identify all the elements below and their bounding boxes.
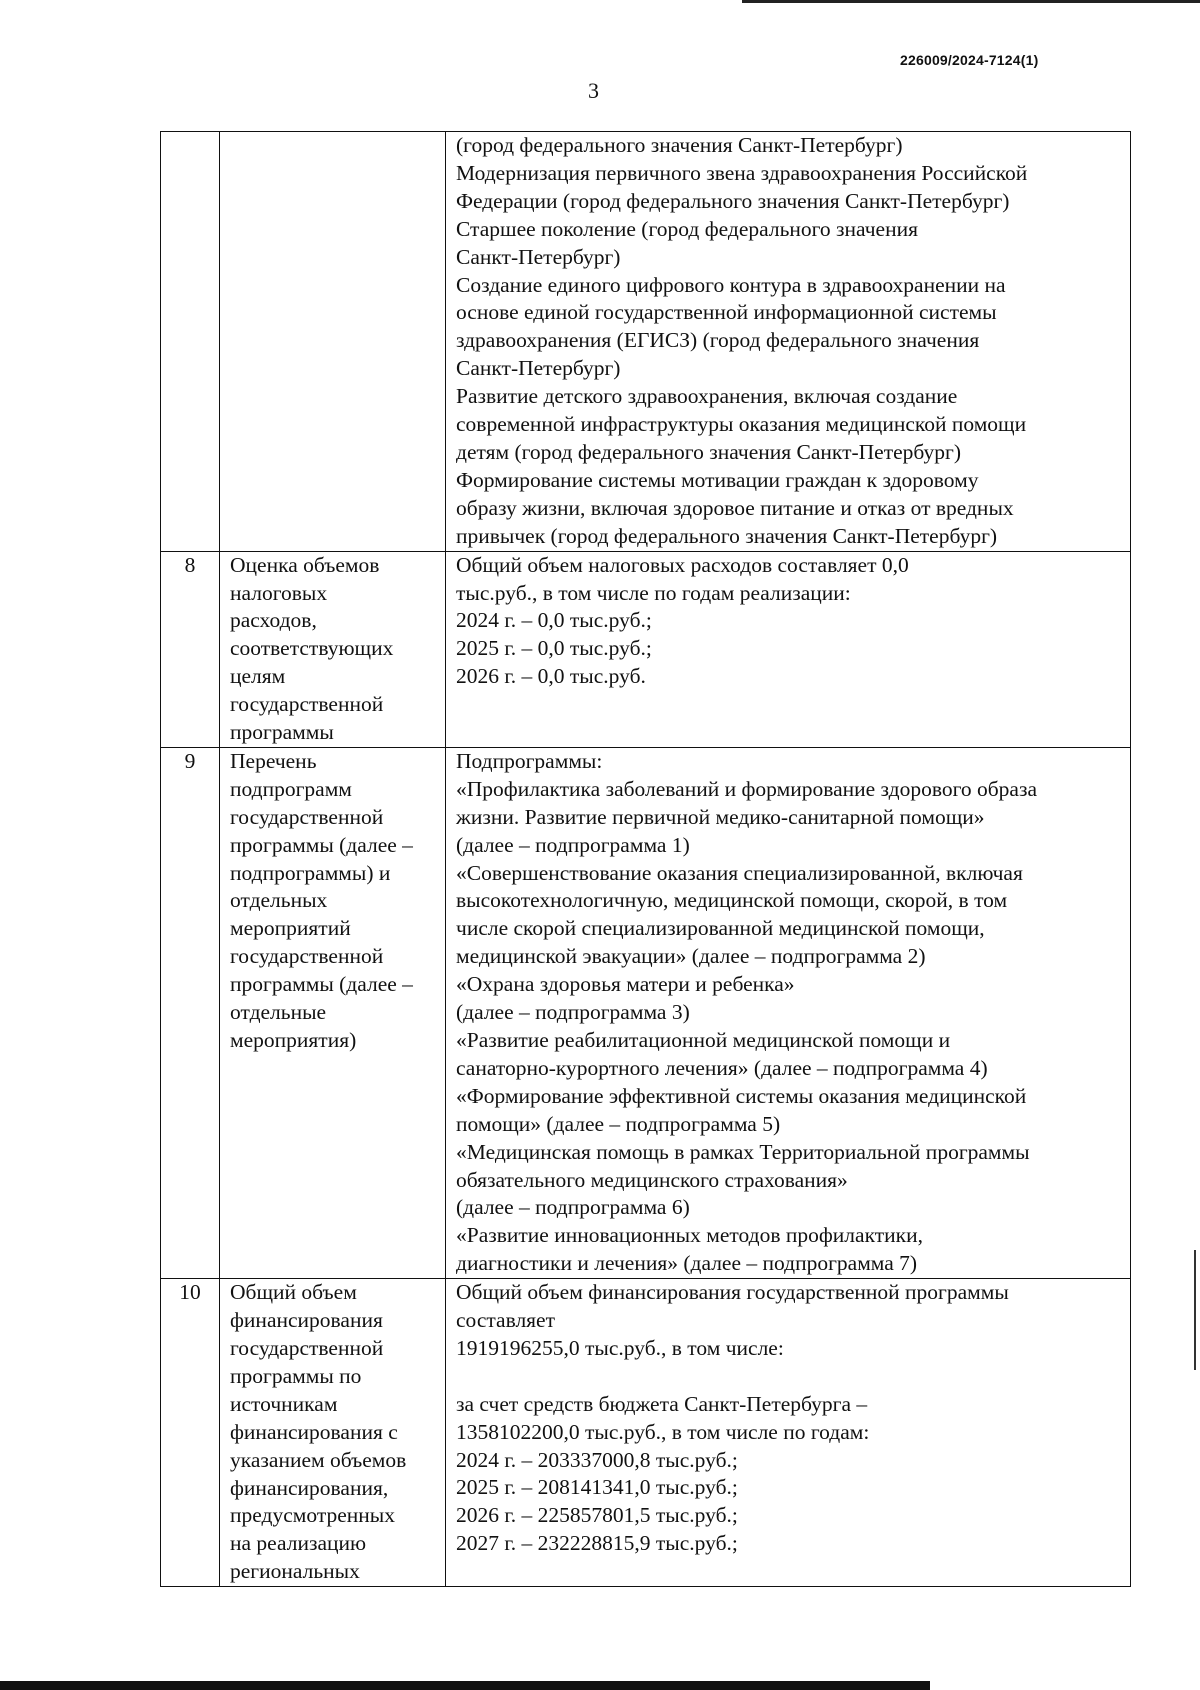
text-line: (далее – подпрограмма 6) (456, 1195, 690, 1220)
text-line: тыс.руб., в том числе по годам реализации: (456, 580, 851, 605)
row-content-cell (446, 551, 1131, 747)
text-line: финансирования, (230, 1475, 389, 1500)
text-line: региональных (230, 1559, 360, 1584)
text-line: 2024 г. – 0,0 тыс.руб.; (456, 608, 652, 633)
row-number: 10 (179, 1280, 201, 1305)
text-line: Общий объем (230, 1280, 357, 1305)
row-number-cell (161, 132, 220, 552)
text-line: Формирование системы мотивации граждан к здоровому (456, 467, 979, 492)
row-name (220, 552, 445, 747)
text-line: финансирования с (230, 1419, 398, 1444)
text-line: медицинской эвакуации» (далее – подпрограмма 2) (456, 944, 926, 969)
text-line: государственной (230, 804, 384, 829)
blank-line (456, 1363, 1124, 1391)
scan-edge-top (742, 0, 1200, 3)
row-number-cell (161, 1279, 220, 1587)
text-line: 2024 г. – 203337000,8 тыс.руб.; (456, 1447, 738, 1472)
text-line: финансирования (230, 1308, 383, 1333)
passport-row-8 (161, 551, 1131, 747)
text-line: «Развитие реабилитационной медицинской помощи и (456, 1028, 951, 1052)
text-line: Создание единого цифрового контура в здравоохранении на (456, 272, 1006, 297)
row-number-cell (161, 747, 220, 1278)
text-line: на реализацию (230, 1531, 367, 1556)
text-line: Развитие детского здравоохранения, включая создание (456, 384, 958, 409)
text-line: указанием объемов (230, 1447, 407, 1472)
text-line: подпрограмм (230, 776, 352, 801)
row-name-cell (220, 551, 446, 747)
text-line: 2025 г. – 0,0 тыс.руб.; (456, 636, 652, 661)
text-line: государственной (230, 692, 384, 717)
text-line: источникам (230, 1391, 338, 1416)
text-line: 2026 г. – 225857801,5 тыс.руб.; (456, 1503, 738, 1528)
text-line: 2025 г. – 208141341,0 тыс.руб.; (456, 1475, 738, 1500)
text-line: «Охрана здоровья матери и ребенка» (456, 972, 795, 997)
text-line: Общий объем налоговых расходов составляет 0,0 (456, 552, 909, 577)
row-content-cell (446, 132, 1131, 552)
text-line: Санкт-Петербург) (456, 356, 621, 381)
text-line: Санкт-Петербург) (456, 244, 621, 269)
text-line: (город федерального значения Санкт-Петербург) (456, 133, 903, 157)
row-content (446, 1279, 1130, 1558)
text-line: государственной (230, 944, 384, 969)
text-line: «Совершенствование оказания специализированной, включая (456, 860, 1023, 885)
text-line: составляет (456, 1308, 555, 1333)
text-line: (далее – подпрограмма 1) (456, 832, 690, 857)
text-line: жизни. Развитие первичной медико-санитарной помощи» (456, 804, 985, 829)
text-line: Общий объем финансирования государственной программы (456, 1280, 1009, 1305)
text-line: образу жизни, включая здоровое питание и отказ от вредных (456, 495, 1014, 520)
text-line: предусмотренных (230, 1503, 395, 1528)
text-line: обязательного медицинского страхования» (456, 1167, 848, 1192)
text-line: «Медицинская помощь в рамках Территориальной программы (456, 1139, 1030, 1164)
row-name-cell (220, 132, 446, 552)
text-line: (далее – подпрограмма 3) (456, 1000, 690, 1025)
text-line: программы (далее – (230, 832, 413, 857)
text-line: 1358102200,0 тыс.руб., в том числе по годам: (456, 1419, 870, 1444)
text-line: 1919196255,0 тыс.руб., в том числе: (456, 1335, 784, 1360)
text-line: Старшее поколение (город федерального значения (456, 216, 918, 241)
row-name-cell (220, 1279, 446, 1587)
text-line: высокотехнологичную, медицинской помощи, скорой, в том (456, 888, 1008, 913)
text-line: за счет средств бюджета Санкт-Петербурга – (456, 1391, 868, 1416)
scan-edge-bottom (0, 1681, 930, 1690)
page-number: 3 (588, 78, 599, 103)
text-line: налоговых (230, 580, 328, 605)
row-content-cell (446, 1279, 1131, 1587)
text-line: программы (далее – (230, 972, 413, 997)
text-line: «Профилактика заболеваний и формирование здорового образа (456, 776, 1038, 801)
text-line: диагностики и лечения» (далее – подпрограмма 7) (456, 1251, 918, 1276)
text-line: Модернизация первичного звена здравоохранения Российской (456, 160, 1028, 185)
text-line: отдельные (230, 1000, 327, 1025)
text-line: Оценка объемов (230, 552, 380, 577)
row-name-cell (220, 747, 446, 1278)
passport-row-9 (161, 747, 1131, 1278)
text-line: привычек (город федерального значения Санкт-Петербург) (456, 523, 998, 548)
text-line: государственной (230, 1335, 384, 1360)
row-content-cell (446, 747, 1131, 1278)
text-line: расходов, (230, 608, 317, 633)
text-line: основе единой государственной информационной системы (456, 300, 997, 325)
text-line: отдельных (230, 888, 328, 913)
row-name (220, 1279, 445, 1586)
text-line: современной инфраструктуры оказания медицинской помощи (456, 412, 1027, 437)
passport-row-continuation (161, 132, 1131, 552)
document-id: 226009/2024-7124(1) (900, 52, 1039, 68)
text-line: подпрограммы) и (230, 860, 391, 885)
text-line: Перечень (230, 748, 317, 773)
row-number: 9 (184, 748, 196, 773)
text-line: «Развитие инновационных методов профилактики, (456, 1223, 923, 1248)
passport-row-10 (161, 1279, 1131, 1587)
text-line: детям (город федерального значения Санкт-Петербург) (456, 439, 961, 464)
text-line: соответствующих (230, 636, 394, 661)
text-line: программы по (230, 1363, 362, 1388)
text-line: мероприятий (230, 916, 351, 941)
row-content (446, 748, 1130, 1278)
text-line: 2026 г. – 0,0 тыс.руб. (456, 664, 646, 689)
row-number-cell (161, 551, 220, 747)
text-line: санаторно-курортного лечения» (далее – подпрограмма 4) (456, 1055, 988, 1080)
row-content (446, 132, 1130, 551)
scan-edge-right (1194, 1250, 1196, 1370)
text-line: «Формирование эффективной системы оказания медицинской (456, 1083, 1027, 1108)
text-line: помощи» (далее – подпрограмма 5) (456, 1111, 781, 1136)
text-line: числе скорой специализированной медицинской помощи, (456, 916, 985, 941)
text-line: 2027 г. – 232228815,9 тыс.руб.; (456, 1531, 738, 1556)
text-line: Подпрограммы: (456, 748, 603, 773)
text-line: мероприятия) (230, 1028, 357, 1052)
text-line: программы (230, 720, 334, 745)
row-content (446, 552, 1130, 692)
row-name (220, 748, 445, 1055)
text-line: целям (230, 664, 286, 689)
passport-table-body (161, 132, 1131, 1587)
program-passport-table (160, 131, 1131, 1587)
row-number: 8 (184, 552, 196, 577)
text-line: Федерации (город федерального значения Санкт-Петербург) (456, 188, 1010, 213)
text-line: здравоохранения (ЕГИСЗ) (город федерального значения (456, 328, 980, 353)
